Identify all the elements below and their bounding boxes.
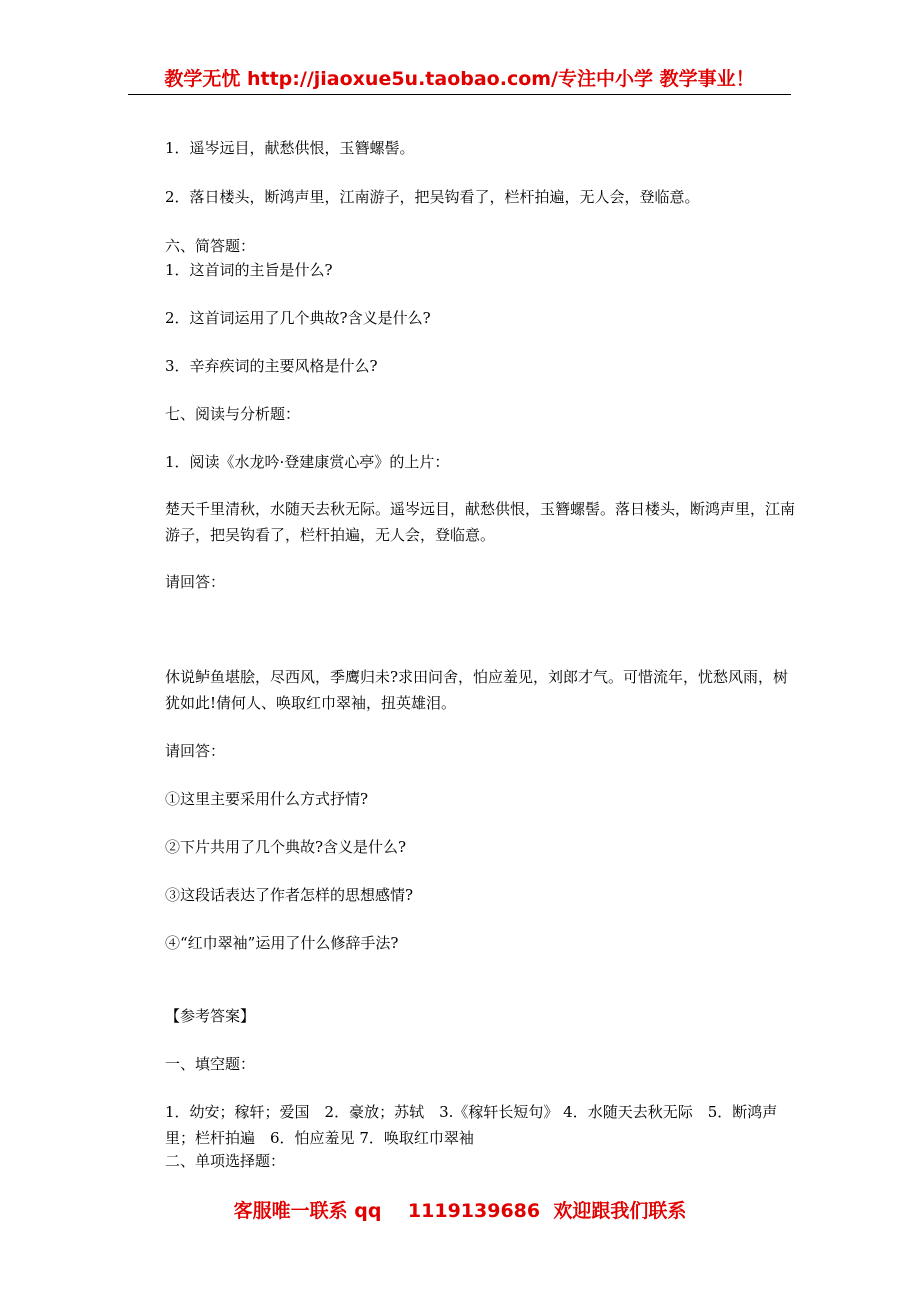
- sub-question-4: ④“红巾翠袖”运用了什么修辞手法?: [165, 934, 399, 952]
- page-header: 教学无忧 http://jiaoxue5u.taobao.com/专注中小学 教学事业！: [128, 64, 791, 95]
- please-answer-label-1: 请回答：: [165, 573, 226, 591]
- short-answer-question-2: 2．这首词运用了几个典故?含义是什么?: [165, 309, 431, 327]
- answer-key-title: 【参考答案】: [165, 1007, 256, 1025]
- section-heading-short-answer: 六、简答题：: [165, 237, 256, 255]
- sub-question-3: ③这段话表达了作者怎样的思想感情?: [165, 886, 414, 904]
- please-answer-label-2: 请回答：: [165, 742, 226, 760]
- sub-question-1: ①这里主要采用什么方式抒情?: [165, 790, 369, 808]
- page-footer: 客服唯一联系 qq 1119139686 欢迎跟我们联系: [233, 1200, 687, 1222]
- fill-answer-line-2: 2．落日楼头，断鸿声里，江南游子，把吴钩看了，栏杆拍遍，无人会，登临意。: [165, 188, 700, 206]
- short-answer-question-3: 3．辛弃疾词的主要风格是什么?: [165, 357, 378, 375]
- reading-question-1: 1．阅读《水龙吟·登建康赏心亭》的上片：: [165, 453, 450, 471]
- section-heading-reading: 七、阅读与分析题：: [165, 405, 301, 423]
- fill-answer-line-1: 1．遥岑远目，献愁供恨，玉簪螺髻。: [165, 139, 415, 157]
- sub-question-2: ②下片共用了几个典故?含义是什么?: [165, 838, 407, 856]
- answer-fill-in-content: 1．幼安；稼轩；爱国 2．豪放；苏轼 3.《稼轩长短句》 4．水随天去秋无际 5．断鸿声里；栏杆拍遍 6．怕应羞见 7．唤取红巾翠袖: [165, 1103, 778, 1147]
- short-answer-question-1: 1．这首词的主旨是什么?: [165, 261, 333, 279]
- answer-section-single-choice: 二、单项选择题：: [165, 1152, 286, 1170]
- poem-upper-passage: 楚天千里清秋，水随天去秋无际。遥岑远目，献愁供恨，玉簪螺髻。落日楼头，断鸿声里，江南游子，把吴钩看了，栏杆拍遍，无人会，登临意。: [165, 500, 796, 544]
- answer-section-fill-in: 一、填空题：: [165, 1055, 256, 1073]
- poem-lower-passage: 休说鲈鱼堪脍，尽西风，季鹰归未?求田问舍，怕应羞见，刘郎才气。可惜流年，忧愁风雨，树犹如此!倩何人、唤取红巾翠袖，扭英雄泪。: [165, 668, 789, 712]
